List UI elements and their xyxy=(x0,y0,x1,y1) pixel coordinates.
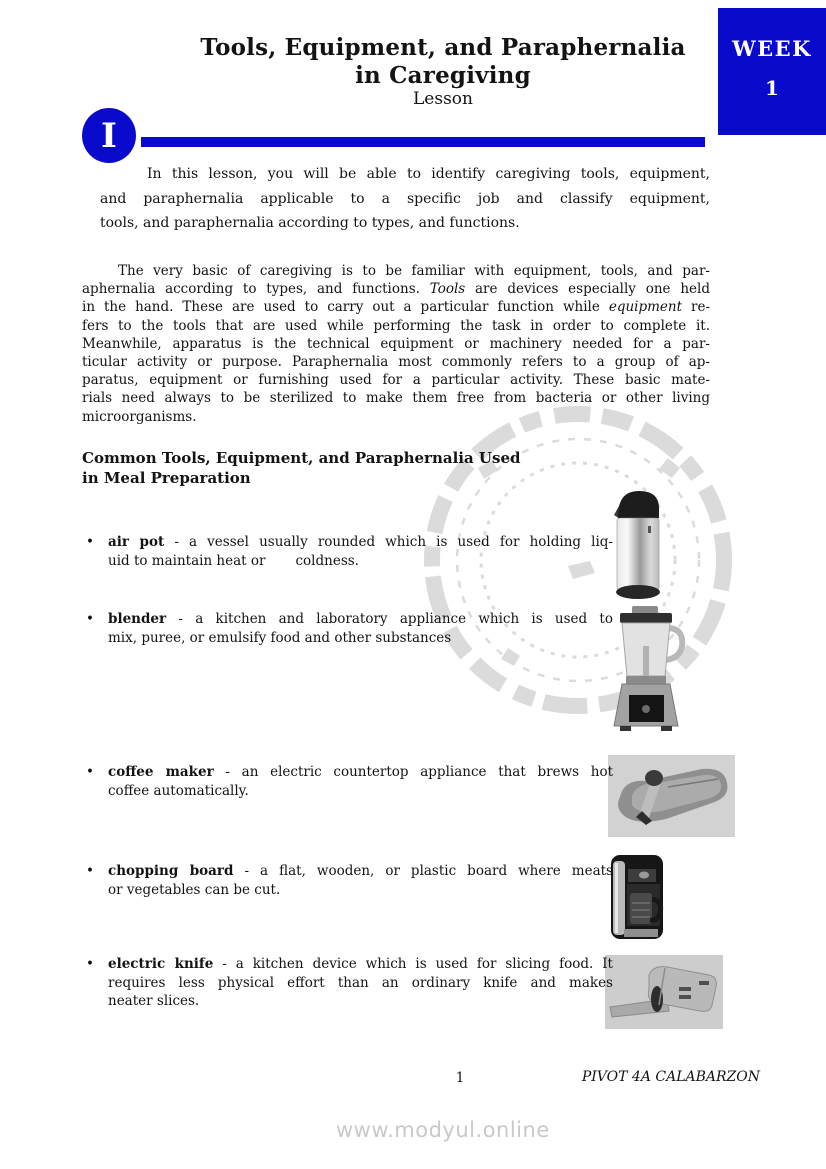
week-badge xyxy=(718,8,826,135)
lesson-roman-numeral: I xyxy=(101,115,117,156)
item-text: blender - a kitchen and laboratory appliance which is used to mix, puree, or emulsify food and other substances xyxy=(108,611,613,646)
overview-paragraph: The very basic of caregiving is to be familiar with equipment, tools, and par- aphernalia according to types, and functions. Tools are devices especially one held in the hand. These are used to carry out a particular function while equipment re- fers to the tools that are used while performing the task in order to complete it. Meanwhile, apparatus is the technical equipment or machinery needed for a par- ticular activity or purpose. Paraphernalia most commonly refers to a group of ap- paratus, equipment or furnishing used for a particular activity. These basic mate- rials need always to be sterilized to make them free from bacteria or other living microorganisms. xyxy=(82,263,711,425)
imprint-label: PIVOT 4A CALABARZON xyxy=(581,1069,760,1085)
title-line-1: Tools, Equipment, and Paraphernalia xyxy=(200,34,686,61)
blender-photo xyxy=(604,606,688,732)
list-item-blender xyxy=(86,610,613,647)
title-line-2: in Caregiving xyxy=(355,62,531,89)
list-item-air-pot xyxy=(86,533,613,570)
lesson-divider-rule xyxy=(141,137,705,147)
electric-knife-photo xyxy=(605,955,723,1029)
list-item-electric-knife xyxy=(86,955,613,1011)
bullet-dot: • xyxy=(86,534,94,550)
section-heading-line-2: in Meal Preparation xyxy=(82,468,251,487)
chopping-board-photo xyxy=(608,755,735,837)
item-text: air pot - a vessel usually rounded which is used for holding liq- uid to maintain heat or coldness. xyxy=(108,534,613,569)
page-number: 1 xyxy=(455,1070,465,1086)
week-label: WEEK xyxy=(732,36,812,61)
bullet-dot: • xyxy=(86,764,94,780)
air-pot-photo xyxy=(612,488,664,604)
bullet-dot: • xyxy=(86,863,94,879)
week-number: 1 xyxy=(765,76,779,100)
section-heading xyxy=(82,449,552,488)
bullet-dot: • xyxy=(86,611,94,627)
list-item-chopping-board xyxy=(86,862,613,899)
page-title xyxy=(100,34,786,108)
site-watermark: www.modyul.online xyxy=(336,1118,550,1142)
item-text: chopping board - a flat, wooden, or plastic board where meats or vegetables can be cut. xyxy=(108,863,613,898)
lesson-roman-badge xyxy=(82,108,136,163)
section-heading-line-1: Common Tools, Equipment, and Paraphernalia Used xyxy=(82,449,521,467)
list-item-coffee-maker xyxy=(86,763,613,800)
bullet-dot: • xyxy=(86,956,94,972)
item-text: electric knife - a kitchen device which is used for slicing food. It requires less physical effort than an ordinary knife and makes neater slices. xyxy=(108,956,613,1009)
intro-paragraph: In this lesson, you will be able to identify caregiving tools, equipment, and paraphernalia applicable to a specific job and classify equipment, tools, and paraphernalia according to types, and functions. xyxy=(100,166,710,231)
coffee-maker-photo xyxy=(608,853,668,945)
lesson-subtitle: Lesson xyxy=(413,89,473,109)
item-text: coffee maker - an electric countertop appliance that brews hot coffee automatically. xyxy=(108,764,613,799)
